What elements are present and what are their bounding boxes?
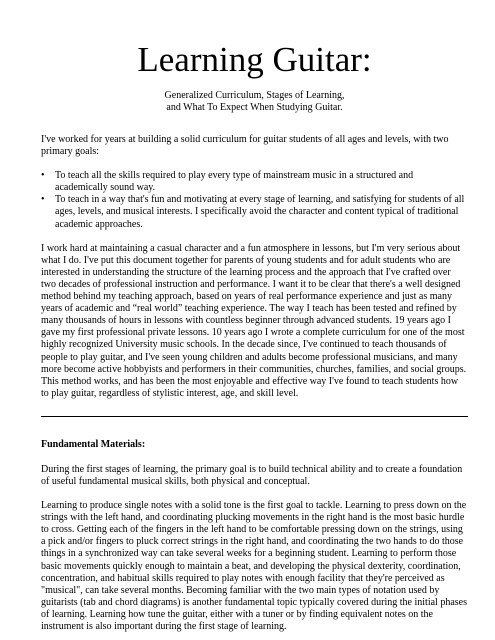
section-divider	[41, 416, 468, 417]
goal-text: To teach all the skills required to play every type of mainstream music in a structured and academically sound way.	[55, 170, 414, 194]
bullet-marker: •	[41, 170, 45, 182]
goal-item	[41, 194, 468, 230]
section-heading: Fundamental Materials:	[41, 438, 146, 450]
subtitle-line-1: Generalized Curriculum, Stages of Learning,	[164, 90, 345, 101]
intro-paragraph: I've worked for years at building a solid curriculum for guitar students of all ages and levels, with two primary goals:	[41, 134, 449, 158]
goal-item	[41, 170, 468, 194]
goals-list	[41, 170, 468, 230]
subtitle-line-2: and What To Expect When Studying Guitar.	[166, 102, 343, 113]
about-paragraph: I work hard at maintaining a casual character and a fun atmosphere in lessons, but I'm very serious about what I do. I've put this document together for parents of young students and for adult students who are interested in understanding the structure of the learning process and the approach that I've crafted over two decades of professional instruction and performance. I want it to be clear that there's a well designed method behind my teaching approach, based on years of real performance experience and just as many years of academic and “real world” teaching experience. The way I teach has been tested and refined by many thousands of hours in lessons with countless beginner through advanced students. 19 years ago I gave my first professional private lessons. 10 years ago I wrote a complete curriculum for one of the most highly recognized University music schools. In the decade since, I've continued to teach thousands of people to play guitar, and I've seen young children and adults become professional musicians, and many more become active hobbyists and performers in their communities, churches, families, and social groups. This method works, and has been the most enjoyable and effective way I've found to teach students how to play guitar, regardless of stylistic interest, age, and skill level.	[41, 242, 467, 399]
document-title: Learning Guitar:	[137, 40, 372, 79]
bullet-marker: •	[41, 194, 45, 206]
section-paragraph-2: Learning to produce single notes with a solid tone is the first goal to tackle. Learning to press down on the strings with the left hand, and coordinating plucking movements in the right hand is the most basic hurdle to cross. Getting each of the fingers in the left hand to be comfortable pressing down on the strings, using a pick and/or fingers to pluck correct strings in the right hand, and coordinating the two hands to do those things in a synchronized way can take several weeks for a beginning student. Learning to perform those basic movements quickly enough to maintain a beat, and developing the physical dexterity, coordination, concentration, and habitual skills required to play notes with enough facility that they're perceived as "musical", can take several months. Becoming familiar with the two main types of notation used by guitarists (tab and chord diagrams) is another fundamental topic typically covered during the initial phases of learning. Learning how tune the guitar, either with a tuner or by finding equivalent notes on the instrument is also important during the first stage of learning.	[41, 500, 467, 632]
section-paragraph-1: During the first stages of learning, the primary goal is to build technical ability and to create a foundation of useful fundamental musical skills, both physical and conceptual.	[41, 463, 463, 487]
goal-text: To teach in a way that's fun and motivating at every stage of learning, and satisfying for students of all ages, levels, and musical interests. I specifically avoid the character and content typical of traditional academic approaches.	[55, 194, 465, 230]
document-subtitle	[41, 90, 468, 114]
